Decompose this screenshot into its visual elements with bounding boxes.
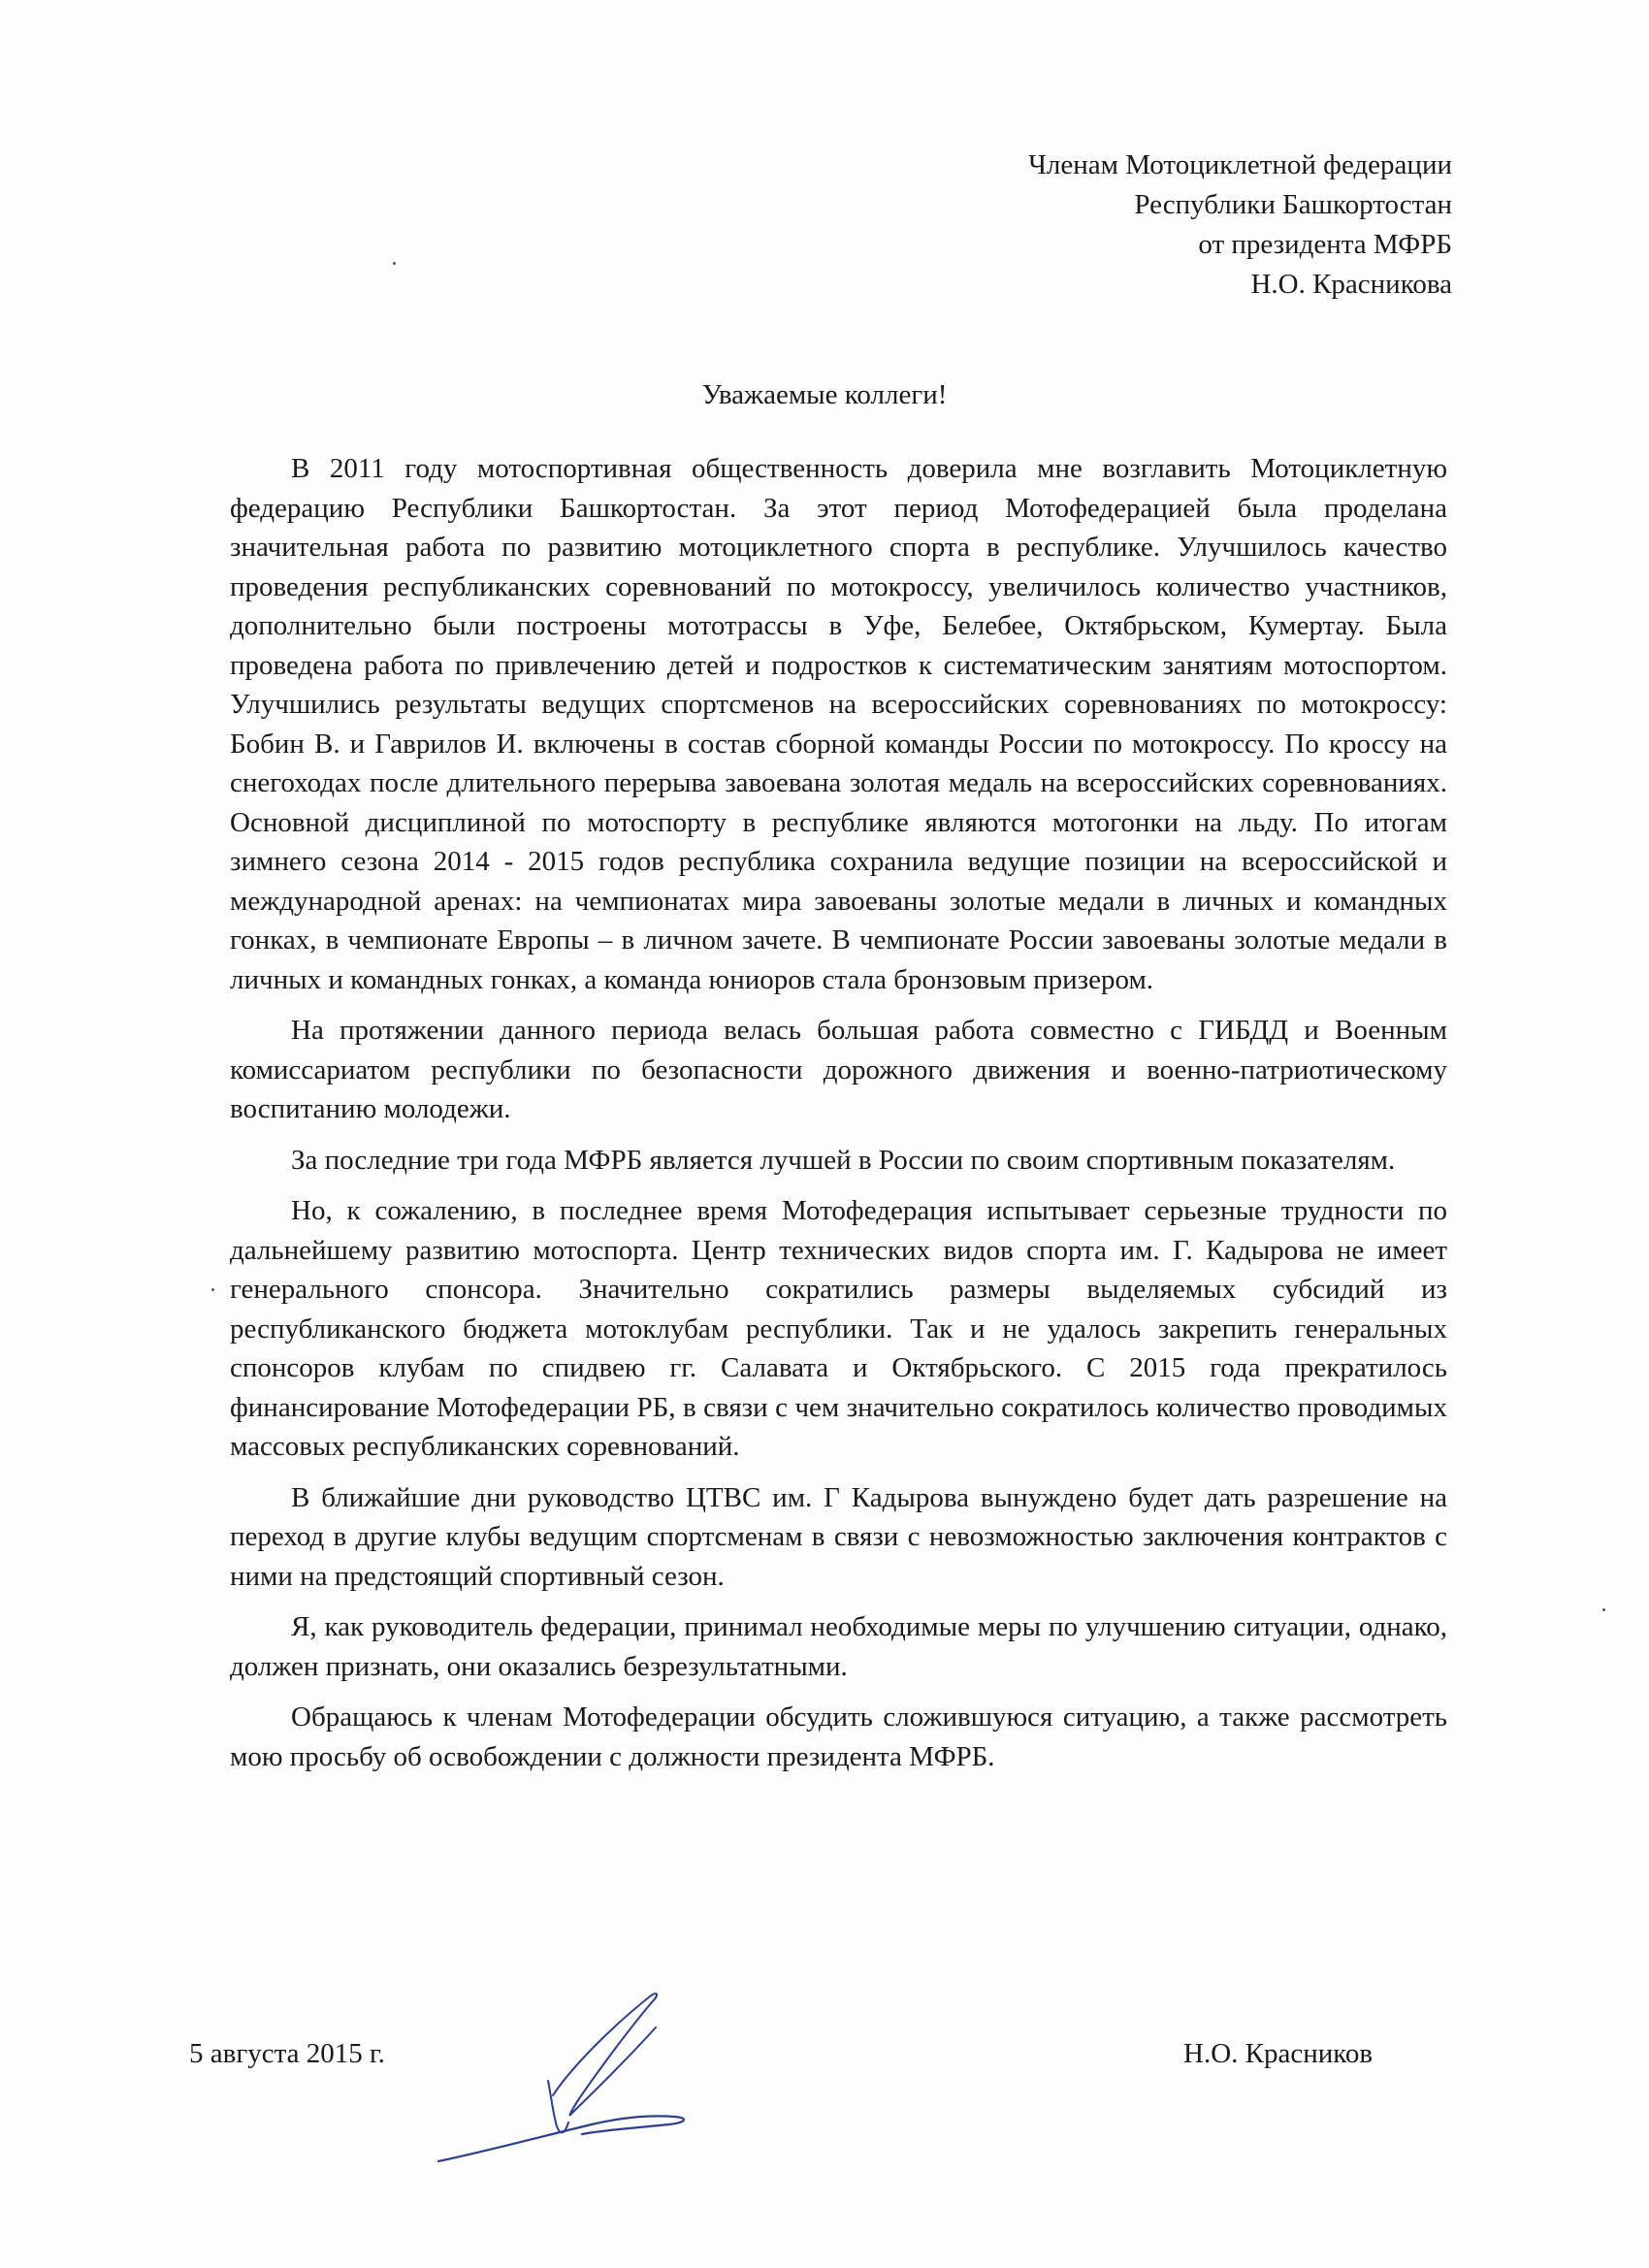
handwritten-signature bbox=[427, 1989, 747, 2183]
signatory-name: Н.О. Красников bbox=[1183, 2038, 1374, 2069]
addressee-block bbox=[1028, 146, 1452, 305]
addressee-line: от президента МФРБ bbox=[1198, 229, 1452, 260]
body-paragraph: Я, как руководитель федерации, принимал необходимые меры по улучшению ситуации, однако, должен признать, они оказались безрезультатными. bbox=[230, 1611, 1447, 1682]
scan-speck bbox=[393, 262, 396, 265]
addressee-line: Членам Мотоциклетной федерации bbox=[1028, 149, 1452, 180]
addressee-line: Республики Башкортостан bbox=[1134, 189, 1452, 220]
body-paragraph: В ближайшие дни руководство ЦТВС им. Г Кадырова вынуждено будет дать разрешение на переход в другие клубы ведущим спортсменам в связи с невозможностью заключения контрактов с ними на предстоящий спортивный сезон. bbox=[230, 1481, 1447, 1592]
body-paragraph: За последние три года МФРБ является лучшей в России по своим спортивным показателям. bbox=[291, 1144, 1396, 1176]
letter-body bbox=[230, 449, 1447, 1788]
scan-speck bbox=[1602, 1608, 1605, 1611]
body-paragraph: В 2011 году мотоспортивная общественность доверила мне возглавить Мотоциклетную федерацию Республики Башкортостан. За этот период Мотофедерацией была проделана значительная работа по развитию мотоциклетного спорта в республике. Улучшилось качество проведения республиканских соревнований по мотокроссу, увеличилось количество участников, дополнительно были построены мототрассы в Уфе, Белебее, Октябрьском, Кумертау. Была проведена работа по привлечению детей и подростков к систематическим занятиям мотоспортом. Улучшились результаты ведущих спортсменов на всероссийских соревнованиях по мотокроссу: Бобин В. и Гаврилов И. включены в состав сборной команды России по мотокроссу. По кроссу на снегоходах после длительного перерыва завоевана золотая медаль на всероссийских соревнованиях. Основной дисциплиной по мотоспорту в республике являются мотогонки на льду. По итогам зимнего сезона 2014 - 2015 годов республика сохранила ведущие позиции на всероссийской и международной аренах: на чемпионатах мира завоеваны золотые медали в личных и командных гонках, в чемпионате Европы – в личном зачете. В чемпионате России завоеваны золотые медали в личных и командных гонках, а команда юниоров стала бронзовым призером. bbox=[230, 453, 1447, 995]
body-paragraph: Обращаюсь к членам Мотофедерации обсудить сложившуюся ситуацию, а также рассмотреть мою просьбу об освобождении с должности президента МФРБ. bbox=[230, 1701, 1447, 1772]
body-paragraph: Но, к сожалению, в последнее время Мотофедерация испытывает серьезные трудности по дальнейшему развитию мотоспорта. Центр технических видов спорта им. Г. Кадырова не имеет генерального спонсора. Значительно сократились размеры выделяемых субсидий из республиканского бюджета мотоклубам республики. Так и не удалось закрепить генеральных спонсоров клубам по спидвею гг. Салавата и Октябрьского. С 2015 года прекратилось финансирование Мотофедерации РБ, в связи с чем значительно сократилось количество проводимых массовых республиканских соревнований. bbox=[230, 1195, 1447, 1462]
letter-date: 5 августа 2015 г. bbox=[189, 2038, 385, 2069]
addressee-line: Н.О. Красникова bbox=[1250, 269, 1452, 300]
scan-speck bbox=[211, 1288, 214, 1291]
salutation: Уважаемые коллеги! bbox=[701, 379, 948, 410]
body-paragraph: На протяжении данного периода велась большая работа совместно с ГИБДД и Военным комиссариатом республики по безопасности дорожного движения и военно-патриотическому воспитанию молодежи. bbox=[230, 1015, 1447, 1124]
